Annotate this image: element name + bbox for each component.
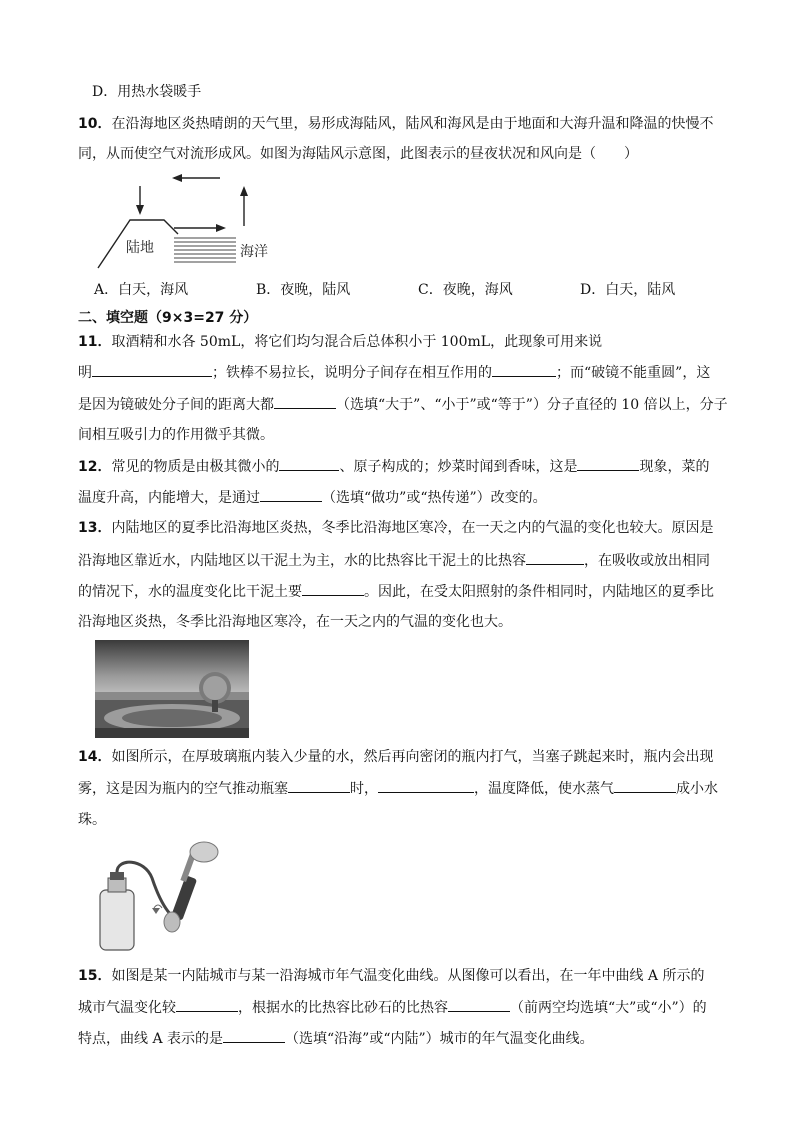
q13-line1 [78, 518, 713, 538]
bottle-stopper [110, 872, 124, 880]
section-2-title: 二、填空题（9×3=27 分） [78, 310, 258, 326]
q11-blank-3[interactable] [274, 394, 336, 409]
q14-line2 [78, 778, 718, 799]
q10-line1 [78, 114, 713, 134]
q13-line4: 沿海地区炎热，冬季比沿海地区寒冷，在一天之内的气温的变化也大。 [78, 614, 512, 630]
q15-text-2a: 城市气温变化较 [78, 1000, 176, 1016]
q14-text-2c: ，温度降低，使水蒸气 [474, 781, 614, 797]
q14-text-2d: 成小水 [676, 781, 718, 797]
q12-text-1c: 现象，菜的 [639, 459, 710, 475]
hand-icon [190, 842, 218, 862]
q10-text-1: 在沿海地区炎热晴朗的天气里，易形成海陆风，陆风和海风是由于地面和大海升温和降温的快慢不 [111, 116, 714, 132]
q11-blank-2[interactable] [492, 362, 556, 377]
q13-text-2b: ，在吸收或放出相同 [584, 553, 710, 569]
q10-option-b: B．夜晚，陆风 [256, 282, 351, 298]
q12-line1 [78, 456, 709, 477]
q11-number: 11． [78, 334, 112, 350]
q11-text-2a: 明 [78, 365, 92, 381]
q15-text-2c: （前两空均选填“大”或“小”）的 [510, 1000, 707, 1016]
q14-text-2b: 时， [350, 781, 378, 797]
q13-line3 [78, 581, 714, 602]
q10-number: 10． [78, 116, 112, 132]
q11-line4: 间相互吸引力的作用微乎其微。 [78, 427, 274, 443]
q15-blank-2[interactable] [448, 997, 510, 1012]
q13-number: 13． [78, 520, 112, 536]
q12-line2 [78, 487, 547, 508]
q13-blank-2[interactable] [302, 581, 364, 596]
q15-blank-1[interactable] [176, 997, 238, 1012]
q15-blank-3[interactable] [223, 1028, 285, 1043]
q15-line1 [78, 966, 705, 986]
bottle-pump-illustration [94, 838, 234, 956]
sea-land-breeze-diagram [94, 168, 294, 272]
q14-line1 [78, 747, 713, 767]
q14-blank-3[interactable] [614, 778, 676, 793]
q9-option-d: D．用热水袋暖手 [92, 84, 202, 100]
q15-text-2b: ，根据水的比热容比砂石的比热容 [238, 1000, 448, 1016]
q12-text-1b: 、原子构成的；炒菜时闻到香味，这是 [339, 459, 578, 475]
q13-text-1: 内陆地区的夏季比沿海地区炎热，冬季比沿海地区寒冷，在一天之内的气温的变化也较大。原因是 [111, 520, 714, 536]
coastal-photo [95, 640, 249, 738]
q15-line3 [78, 1028, 594, 1049]
q15-number: 15． [78, 968, 112, 984]
q14-blank-2[interactable] [378, 778, 474, 793]
q11-blank-1[interactable] [92, 362, 212, 377]
q14-blank-1[interactable] [288, 778, 350, 793]
q12-number: 12． [78, 459, 112, 475]
land-label: 陆地 [126, 240, 154, 256]
q11-line3 [78, 394, 728, 415]
q12-blank-2[interactable] [577, 456, 639, 471]
q13-text-3b: 。因此，在受太阳照射的条件相同时，内陆地区的夏季比 [364, 584, 714, 600]
arrowhead-right-icon [216, 224, 226, 232]
glass-bottle [100, 890, 134, 950]
q14-line3: 珠。 [78, 812, 106, 828]
sea-hatch [174, 238, 236, 262]
q11-text-3b: （选填“大于”、“小于”或“等于”）分子直径的 10 倍以上，分子 [336, 397, 728, 413]
q14-text-2a: 雾，这是因为瓶内的空气推动瓶塞 [78, 781, 288, 797]
q15-text-1: 如图是某一内陆城市与某一沿海城市年气温变化曲线。从图像可以看出，在一年中曲线 A 所示的 [111, 968, 705, 984]
sea-label: 海洋 [240, 244, 268, 260]
q15-text-3b: （选填“沿海”或“内陆”）城市的年气温变化曲线。 [285, 1031, 594, 1047]
arrowhead-down-icon [136, 205, 144, 215]
q11-line1 [78, 332, 602, 352]
q11-line2 [78, 362, 710, 383]
q15-line2 [78, 997, 707, 1018]
q15-text-3a: 特点，曲线 A 表示的是 [78, 1031, 224, 1047]
q10-line2: 同，从而使空气对流形成风。如图为海陆风示意图，此图表示的昼夜状况和风向是（ ） [78, 146, 638, 162]
q14-number: 14． [78, 749, 112, 765]
q11-text-3a: 是因为镜破处分子间的距离大都 [78, 397, 274, 413]
q12-text-2b: （选填“做功”或“热传递”）改变的。 [322, 490, 547, 506]
arrowhead-up-icon [240, 186, 248, 196]
q11-text-2b: ；铁棒不易拉长，说明分子间存在相互作用的 [212, 365, 492, 381]
q11-text-2c: ；而“破镜不能重圆”，这 [556, 365, 711, 381]
arrowhead-left-icon [172, 174, 182, 182]
q13-text-3a: 的情况下，水的温度变化比干泥土要 [78, 584, 302, 600]
q13-blank-1[interactable] [526, 550, 584, 565]
q12-text-2a: 温度升高，内能增大，是通过 [78, 490, 260, 506]
q10-option-a: A．白天，海风 [94, 282, 189, 298]
q12-blank-1[interactable] [279, 456, 339, 471]
q14-text-1: 如图所示，在厚玻璃瓶内装入少量的水，然后再向密闭的瓶内打气，当塞子跳起来时，瓶内会出现 [111, 749, 714, 765]
q10-option-d: D．白天，陆风 [580, 282, 676, 298]
q11-text-1: 取酒精和水各 50mL，将它们均匀混合后总体积小于 100mL，此现象可用来说 [111, 334, 603, 350]
q13-text-2a: 沿海地区靠近水，内陆地区以干泥土为主，水的比热容比干泥土的比热容 [78, 553, 526, 569]
q13-line2 [78, 550, 710, 571]
q12-blank-3[interactable] [260, 487, 322, 502]
q12-text-1a: 常见的物质是由极其微小的 [111, 459, 280, 475]
q10-option-c: C．夜晚，海风 [418, 282, 513, 298]
